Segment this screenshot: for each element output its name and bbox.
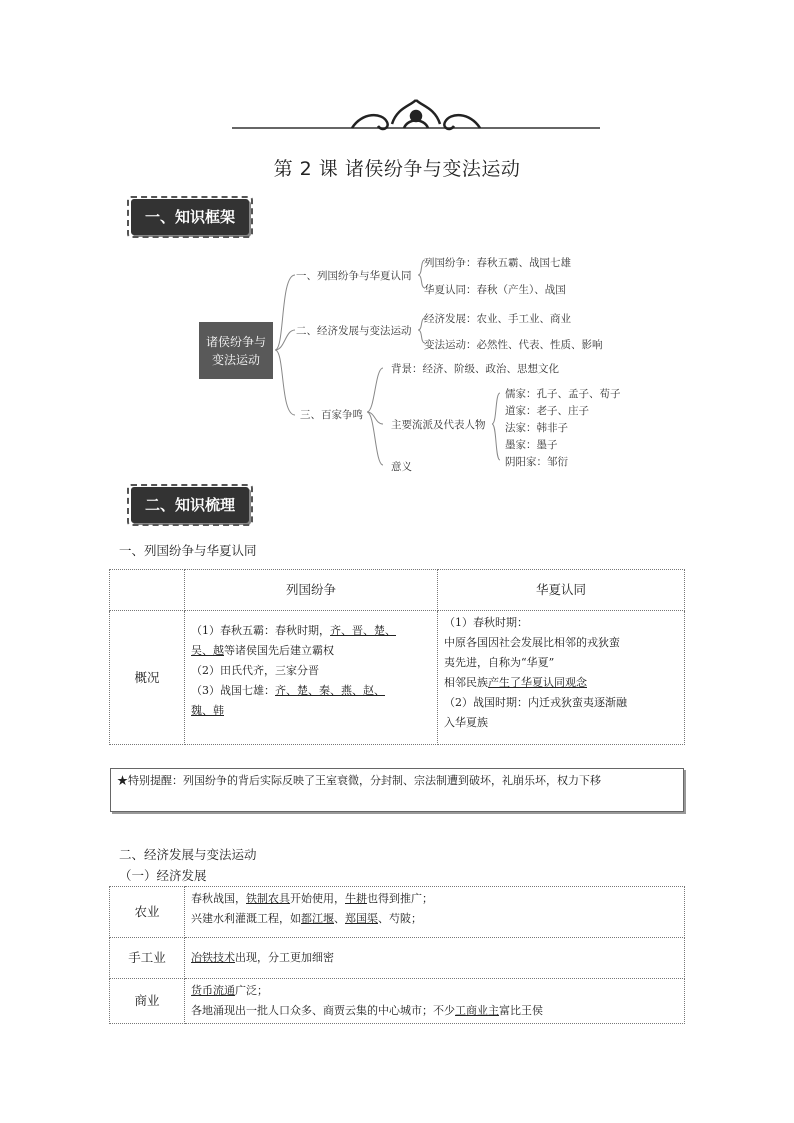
special-reminder-note: ★特别提醒：列国纷争的背后实际反映了王室衰微，分封制、宗法制遭到破坏，礼崩乐坏，权力下移 xyxy=(110,768,684,812)
table-cell: （1）春秋时期： 中原各国因社会发展比相邻的戎狄蛮 夷先进，自称为“华夏” 相邻民族产生了华夏认同观念 （2）战国时期：内迁戎狄蛮夷逐渐融 入华夏族 xyxy=(438,611,685,745)
school-item: 道家：老子、庄子 xyxy=(505,405,589,417)
row-label: 手工业 xyxy=(110,938,185,979)
mindmap-leaf: 华夏认同：春秋（产生）、战国 xyxy=(424,284,566,296)
table-states-huaxia xyxy=(109,569,685,745)
row-label: 农业 xyxy=(110,887,185,938)
subsection-heading: （一）经济发展 xyxy=(119,868,207,883)
section-badge-review: 二、知识梳理 xyxy=(131,487,249,523)
section-heading: 二、经济发展与变法运动 xyxy=(119,847,257,862)
column-header: 列国纷争 xyxy=(185,570,438,611)
mindmap-leaf: 列国纷争：春秋五霸、战国七雄 xyxy=(424,257,571,269)
mindmap-branch-3: 三、百家争鸣 xyxy=(300,409,363,421)
mindmap-leaf: 意义 xyxy=(391,461,412,473)
column-header: 华夏认同 xyxy=(438,570,685,611)
table-economy xyxy=(109,886,685,1024)
mindmap-leaf: 变法运动：必然性、代表、性质、影响 xyxy=(424,339,603,351)
table-cell: 货币流通广泛； 各地涌现出一批人口众多、商贾云集的中心城市；不少工商业主富比王侯 xyxy=(185,979,685,1024)
page-title: 第 2 课 诸侯纷争与变法运动 xyxy=(273,158,521,180)
mindmap-leaf: 经济发展：农业、手工业、商业 xyxy=(424,313,571,325)
table-cell: 春秋战国，铁制农具开始使用，牛耕也得到推广； 兴建水利灌溉工程，如都江堰、郑国渠、芍陂； xyxy=(185,887,685,938)
mindmap-root: 诸侯纷争与变法运动 xyxy=(199,322,273,379)
section-badge-framework: 一、知识框架 xyxy=(131,199,249,235)
mindmap-branch-2: 二、经济发展与变法运动 xyxy=(296,325,412,337)
mindmap-leaf: 主要流派及代表人物 xyxy=(391,419,486,431)
school-item: 阴阳家：邹衍 xyxy=(505,456,568,468)
mindmap-branch-1: 一、列国纷争与华夏认同 xyxy=(296,270,412,282)
table-cell: 冶铁技术出现，分工更加细密 xyxy=(185,938,685,979)
school-item: 法家：韩非子 xyxy=(505,422,568,434)
decorative-ornament xyxy=(232,96,600,136)
section-heading: 一、列国纷争与华夏认同 xyxy=(119,543,257,558)
row-label: 商业 xyxy=(110,979,185,1024)
school-item: 儒家：孔子、孟子、荀子 xyxy=(505,388,621,400)
school-item: 墨家：墨子 xyxy=(505,439,558,451)
mindmap-leaf: 背景：经济、阶级、政治、思想文化 xyxy=(391,363,559,375)
table-cell: （1）春秋五霸：春秋时期，齐、晋、楚、 吴、越等诸侯国先后建立霸权 （2）田氏代齐，三家分晋 （3）战国七雄：齐、楚、秦、燕、赵、 魏、韩 xyxy=(185,611,438,745)
row-label: 概况 xyxy=(110,611,185,745)
